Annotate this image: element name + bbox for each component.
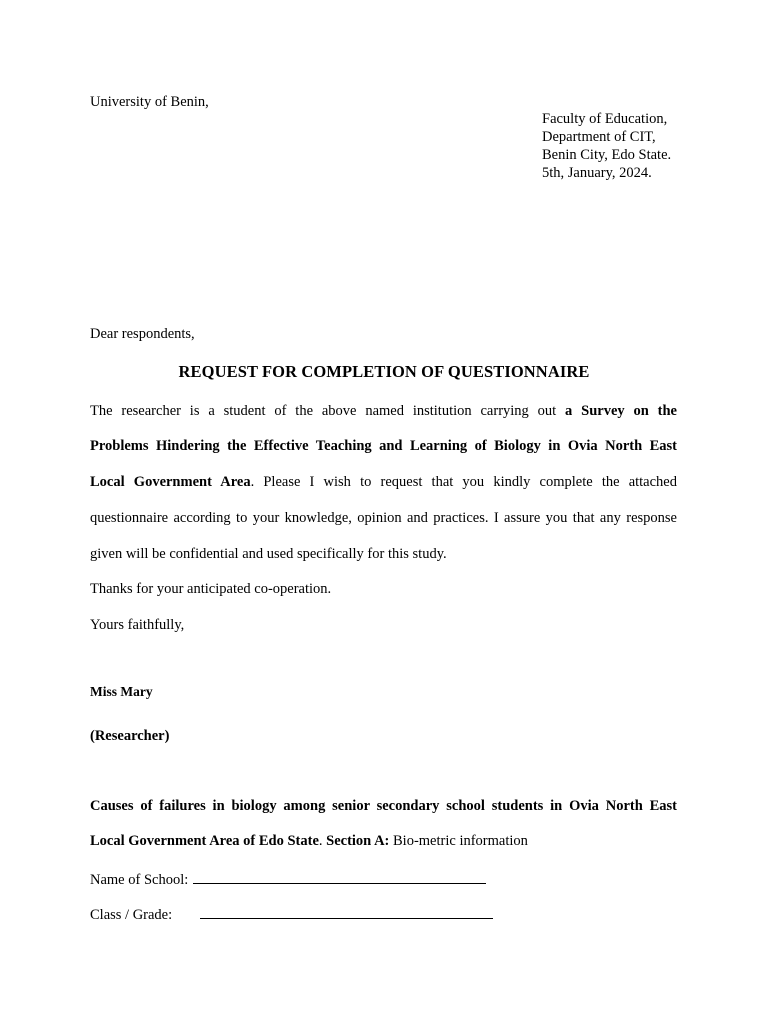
field-label: Class / Grade: <box>90 907 173 923</box>
questionnaire-heading-line-2 <box>90 833 528 850</box>
body-text: The researcher is a student of the above named institution carrying out <box>90 403 557 419</box>
body-line-4: questionnaire according to your knowledge, opinion and practices. I assure you that any response <box>90 510 677 526</box>
letter-title: REQUEST FOR COMPLETION OF QUESTIONNAIRE <box>178 362 590 381</box>
class-grade-blank[interactable] <box>200 904 493 919</box>
signer-role: (Researcher) <box>90 728 170 744</box>
field-label: Name of School: <box>90 872 189 888</box>
survey-emphasis: a Survey on the <box>565 403 677 419</box>
class-grade-field <box>90 904 493 924</box>
survey-emphasis: Local Government Area <box>90 474 251 490</box>
survey-title-line: Problems Hindering the Effective Teaching and Learning of Biology in Ovia North East <box>90 438 677 454</box>
address-line: Department of CIT, <box>542 129 656 145</box>
body-line-5: given will be confidential and used specifically for this study. <box>90 546 447 562</box>
body-text: . Please I wish to request that you kindly complete the attached <box>250 474 677 490</box>
separator: . <box>318 833 327 849</box>
sender-address <box>542 110 671 182</box>
thanks-line: Thanks for your anticipated co-operation. <box>90 581 332 597</box>
questionnaire-heading: Causes of failures in biology among senior secondary school students in Ovia North East <box>90 798 677 814</box>
signer-name: Miss Mary <box>90 684 153 699</box>
lga-name: Local Government Area of Edo State <box>90 833 319 849</box>
school-name-field <box>90 869 486 889</box>
body-line-1 <box>90 403 677 420</box>
school-name-blank[interactable] <box>193 869 486 884</box>
address-line: Benin City, Edo State. <box>542 147 672 163</box>
letter-date: 5th, January, 2024. <box>542 165 652 181</box>
university-name: University of Benin, <box>90 94 209 110</box>
section-label: Section A: <box>326 833 390 849</box>
salutation: Dear respondents, <box>90 326 195 342</box>
body-line-3 <box>90 474 677 491</box>
closing: Yours faithfully, <box>90 617 185 633</box>
address-line: Faculty of Education, <box>542 111 668 127</box>
section-text: Bio-metric information <box>389 833 528 849</box>
